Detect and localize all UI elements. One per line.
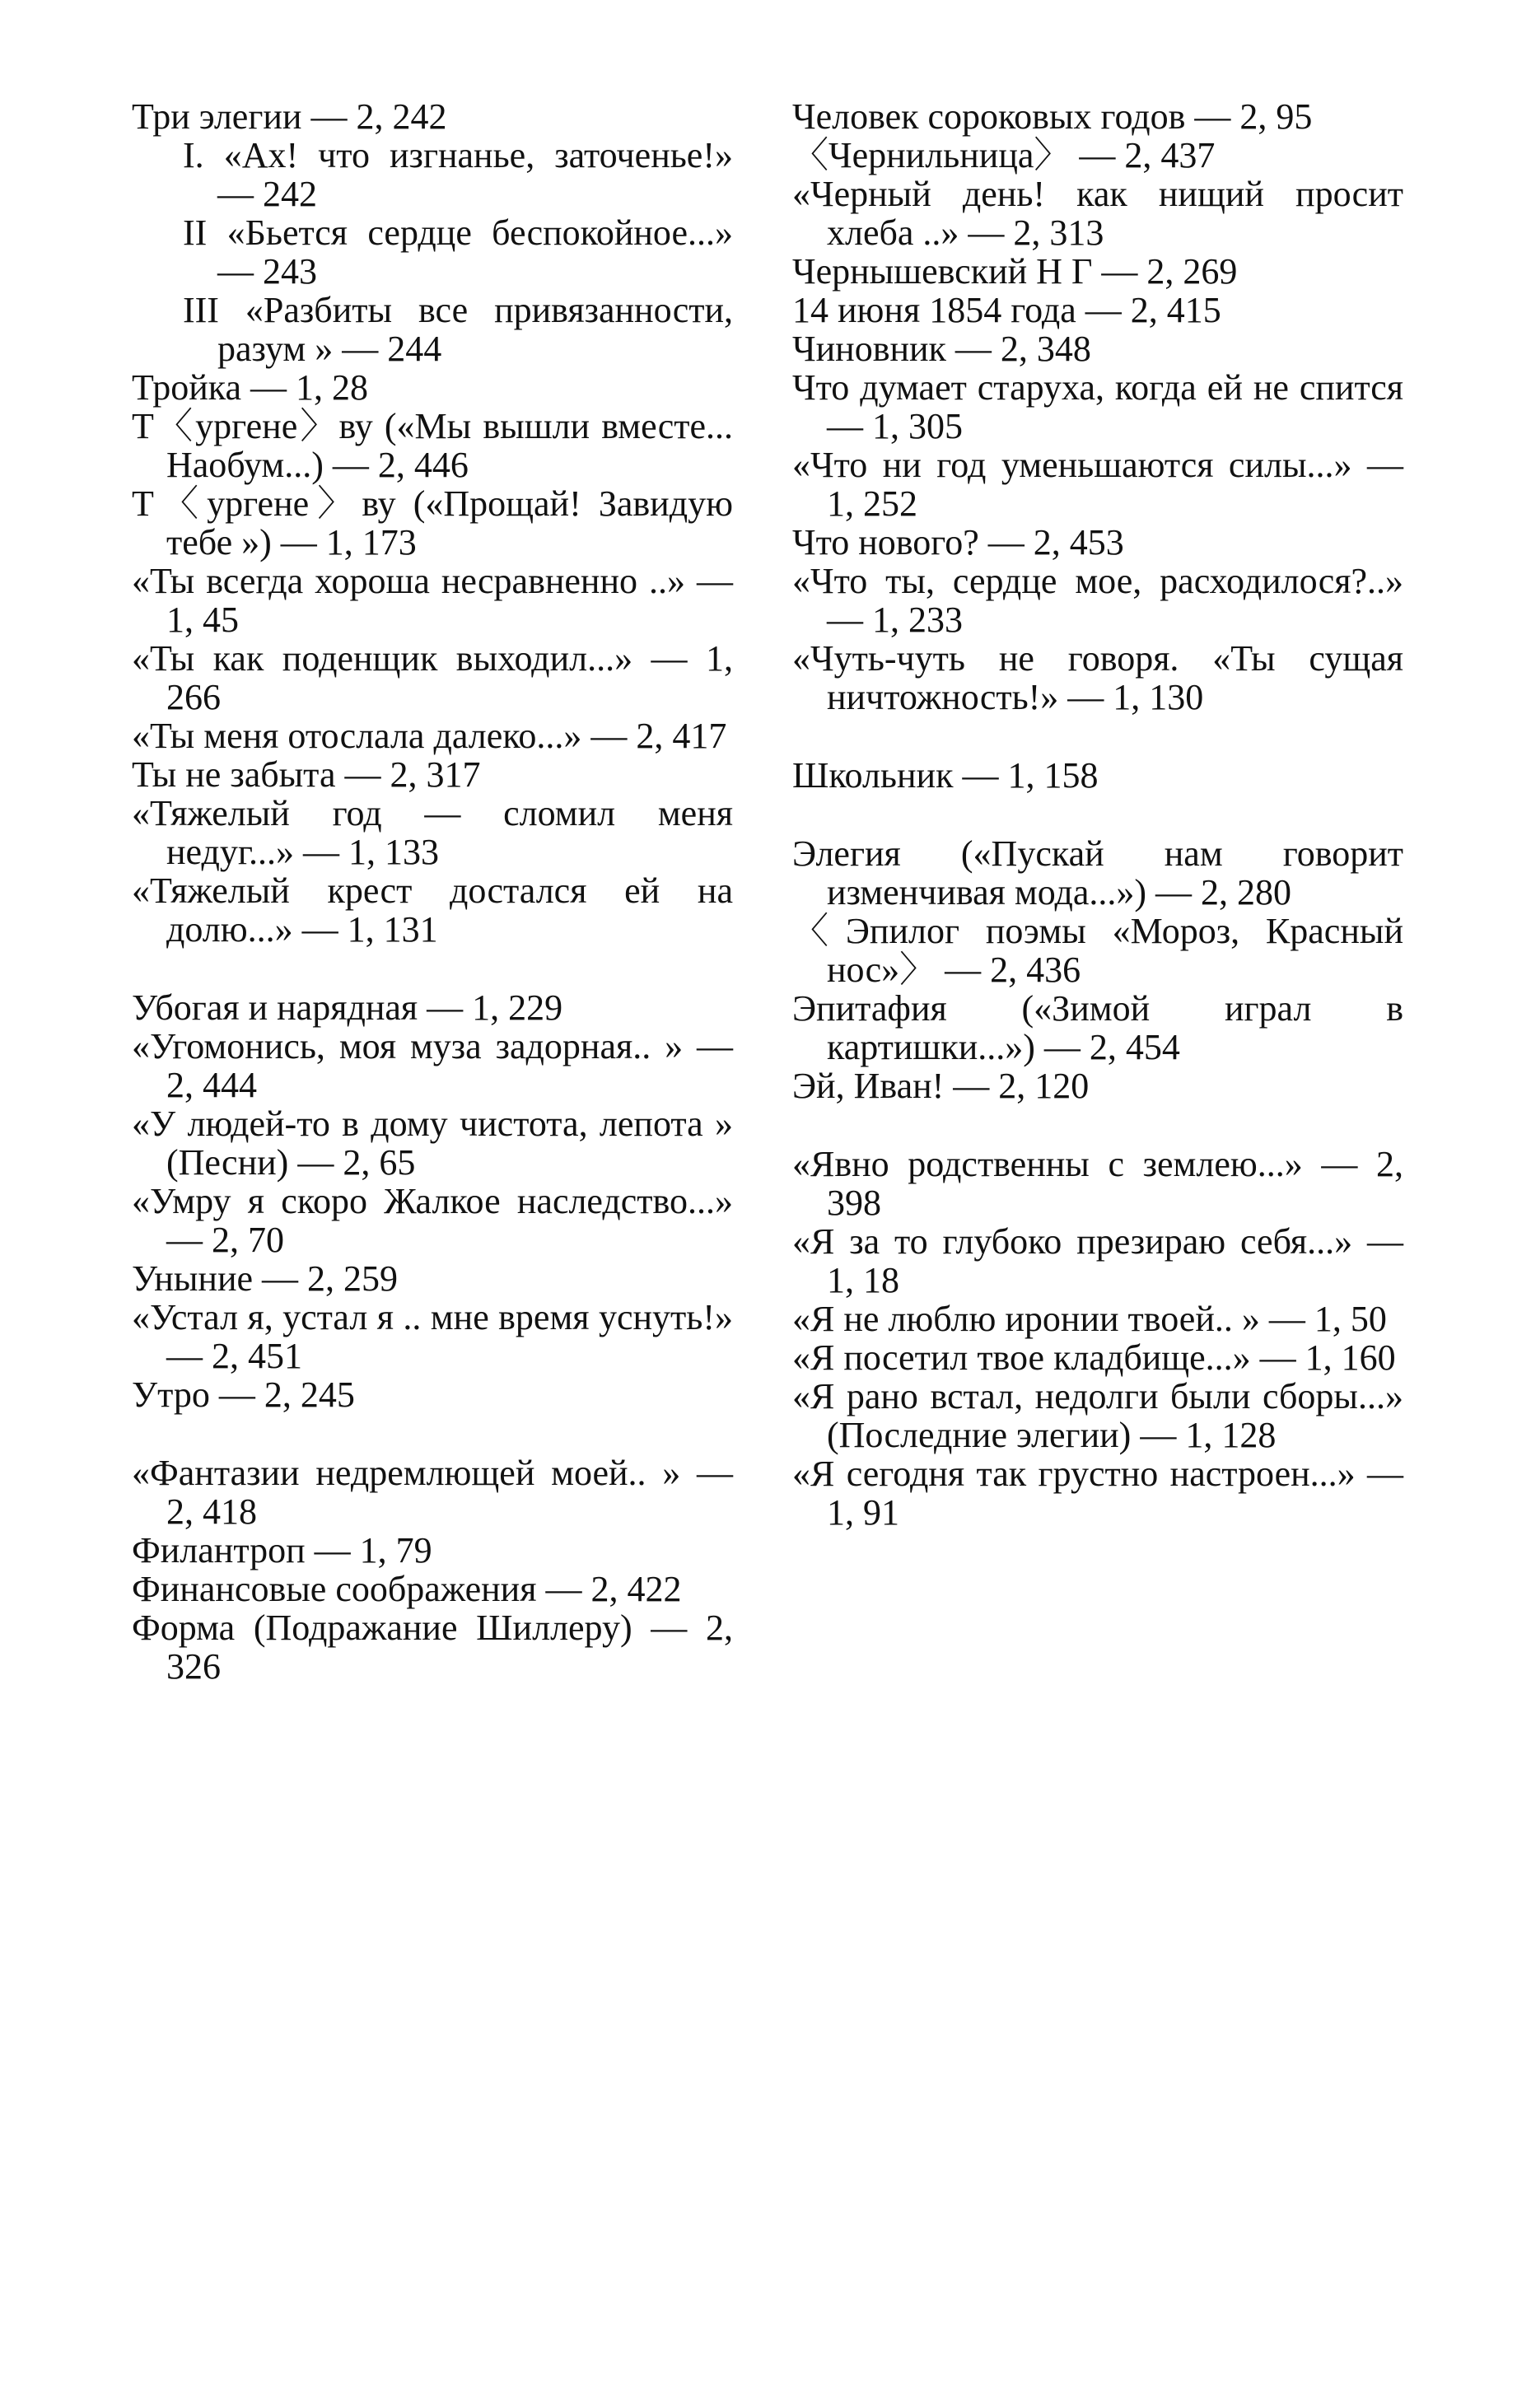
index-entry: Филантроп — 1, 79 (132, 1530, 432, 1570)
index-entry: Школьник — 1, 158 (792, 755, 1099, 796)
index-entry: Чиновник — 2, 348 (792, 329, 1091, 369)
section-gap (792, 716, 1403, 756)
index-entry: Ты не забыта — 2, 317 (132, 754, 481, 795)
index-entry: «Чуть-чуть не говоря. «Ты сущая ничтожность!» — 1, 130 (792, 638, 1403, 717)
index-entry: Что нового? — 2, 453 (792, 522, 1124, 562)
index-entry: «Умру я скоро Жалкое наследство...» — 2, 70 (132, 1181, 733, 1260)
index-entry: Элегия («Пускай нам говорит изменчивая мода...») — 2, 280 (792, 833, 1403, 912)
index-entry: Чернышевский Н Г — 2, 269 (792, 251, 1238, 292)
index-entry: «Я за то глубоко презираю себя...» — 1, 18 (792, 1221, 1403, 1300)
index-entry: 〈Эпилог поэмы «Мороз, Красный нос»〉 — 2, 436 (792, 911, 1403, 990)
index-subentry: III «Разбиты все привязанности, разум » — 244 (183, 290, 733, 369)
index-entry: «Я посетил твое кладбище...» — 1, 160 (792, 1337, 1396, 1378)
index-entry: «Фантазии недремлющей моей.. » — 2, 418 (132, 1453, 733, 1532)
index-subentry: II «Бьется сердце беспокойное...» — 243 (183, 212, 733, 292)
index-entry: «Ты всегда хороша несравненно ..» — 1, 45 (132, 561, 733, 640)
index-entry: Что думает старуха, когда ей не спится — 1, 305 (792, 367, 1403, 446)
section-gap (132, 949, 733, 988)
index-entry: Человек сороковых годов — 2, 95 (792, 96, 1313, 137)
index-entry: «Ты как поденщик выходил...» — 1, 266 (132, 638, 733, 717)
index-entry: Эпитафия («Зимой играл в картишки...») — 2, 454 (792, 988, 1403, 1067)
index-entry: «Угомонись, моя муза задорная.. » — 2, 444 (132, 1026, 733, 1105)
index-entry: «Черный день! как нищий просит хлеба ..» — 2, 313 (792, 174, 1403, 253)
index-entry: «Явно родственны с землею...» — 2, 398 (792, 1144, 1403, 1223)
index-subentry: I. «Ах! что изгнанье, заточенье!» — 242 (183, 135, 733, 214)
index-entry: «Я сегодня так грустно настроен...» — 1, 91 (792, 1454, 1403, 1533)
index-entry: «Тяжелый крест достался ей на долю...» — 1, 131 (132, 870, 733, 950)
section-gap (792, 795, 1403, 834)
index-entry: 14 июня 1854 года — 2, 415 (792, 290, 1221, 330)
index-entry: Форма (Подражание Шиллеру) — 2, 326 (132, 1608, 733, 1687)
index-entry: Три элегии — 2, 242 (132, 96, 447, 137)
index-entry: 〈Чернильница〉 — 2, 437 (792, 135, 1216, 175)
index-entry: «Тяжелый год — сломил меня недуг...» — 1, 133 (132, 793, 733, 872)
index-column-right (792, 97, 1403, 1532)
index-entry: «Ты меня отослала далеко...» — 2, 417 (132, 716, 727, 756)
index-entry: «У людей-то в дому чистота, лепота » (Песни) — 2, 65 (132, 1104, 733, 1183)
index-entry: Эй, Иван! — 2, 120 (792, 1066, 1090, 1106)
index-entry: Т〈ургене〉ву («Прощай! Завидую тебе ») — 1, 173 (132, 483, 733, 562)
index-entry: Утро — 2, 245 (132, 1374, 355, 1415)
index-entry: Т〈ургене〉ву («Мы вышли вместе... Наобум...) — 2, 446 (132, 406, 733, 485)
index-entry: Тройка — 1, 28 (132, 367, 368, 408)
index-entry: «Что ты, сердце мое, расходилося?..» — 1, 233 (792, 561, 1403, 640)
index-entry: «Что ни год уменьшаются силы...» — 1, 252 (792, 445, 1403, 524)
section-gap (132, 1414, 733, 1454)
index-entry: «Я рано встал, недолги были сборы...» (Последние элегии) — 1, 128 (792, 1376, 1403, 1455)
index-entry: «Устал я, устал я .. мне время уснуть!» — 2, 451 (132, 1297, 733, 1376)
section-gap (792, 1105, 1403, 1145)
index-entry: «Я не люблю иронии твоей.. » — 1, 50 (792, 1299, 1387, 1339)
index-entry: Убогая и нарядная — 1, 229 (132, 987, 563, 1028)
index-entry: Уныние — 2, 259 (132, 1258, 399, 1299)
index-entry: Финансовые соображения — 2, 422 (132, 1569, 682, 1609)
index-column-left (132, 97, 733, 1686)
